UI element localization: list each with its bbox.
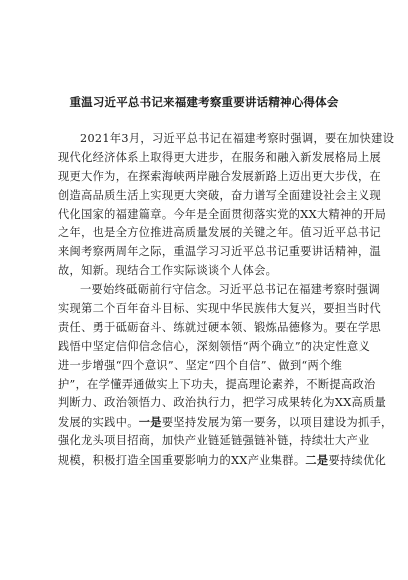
text-line-content: 之年，也是全方位推进高质量发展的关键之年。值习近平总书记: [58, 226, 382, 240]
text-line: [58, 168, 382, 187]
text-line-content: 发展的实践中。: [58, 416, 139, 430]
text-line: [58, 262, 358, 281]
text-line: [58, 281, 380, 300]
text-line-content: 一要始终砥砺前行守信念。习近平总书记在福建考察时强调: [80, 283, 380, 297]
text-line-content: 进一步增强“四个意识”、坚定“四个自信”、做到“两个维: [58, 358, 343, 372]
text-line: [58, 394, 387, 413]
text-line: [58, 206, 387, 225]
text-line-content: 故，知新。现结合工作实际谈谈个人体会。: [58, 264, 278, 278]
text-line: [58, 149, 382, 168]
text-line-content: 现更大作为，在探索海峡两岸融合发展新路上迈出更大步伐，在: [58, 169, 382, 183]
text-line: [58, 376, 376, 395]
text-line-content: 来闽考察两周年之际，重温学习习近平总书记重要讲话精神，温: [58, 245, 382, 259]
text-line-content: 创造高品质生活上实现更大突破，奋力谱写全面建设社会主义现: [58, 188, 382, 202]
bold-marker: 一是: [138, 415, 162, 430]
bold-marker: 二是: [305, 453, 329, 468]
text-line-content: 实现第二个百年奋斗目标、实现中华民族伟大复兴，要担当时代: [58, 302, 382, 316]
text-line: [58, 187, 382, 206]
text-line-content: 责任、勇于砥砺奋斗、练就过硬本领、锻炼品德修为。要在学思: [58, 320, 382, 334]
text-line-content: 代化国家的福建篇章。今年是全面贯彻落实党的XX大精神的开局: [58, 207, 387, 221]
text-line-content: 判断力、政治领悟力、政治执行力，把学习成果转化为XX高质量: [58, 396, 387, 410]
text-line-content: 践悟中坚定信仰信念信心，深刻领悟“两个确立”的决定性意义: [58, 339, 371, 353]
text-line: [58, 338, 371, 357]
text-line: [58, 243, 382, 262]
text-line-tail: 要持续优化: [328, 454, 387, 468]
text-line-content: 现代化经济体系上取得更大进步，在服务和融入新发展格局上展: [58, 150, 382, 164]
text-line: [58, 130, 395, 149]
text-line: [58, 451, 387, 470]
text-line-content: 护”，在学懂弄通做实上下功夫，提高理论素养，不断提高政治: [58, 377, 376, 391]
document-body: [58, 130, 395, 470]
text-line-content: 强化龙头项目招商，加快产业链延链强链补链，持续壮大产业: [58, 434, 370, 448]
text-line: [58, 357, 358, 376]
text-line-tail: 要坚持发展为第一要务，以项目建设为抓手，: [161, 416, 393, 430]
document-title: 重温习近平总书记来福建考察重要讲话精神心得体会: [69, 95, 339, 109]
text-line: [58, 224, 382, 243]
text-line: [58, 300, 382, 319]
text-line: [58, 319, 382, 338]
text-line: [58, 432, 370, 451]
text-line-content: 规模，积极打造全国重要影响力的XX产业集群。: [58, 454, 306, 468]
text-line: [58, 413, 393, 432]
text-line-content: 2021年3月，习近平总书记在福建考察时强调，要在加快建设: [80, 132, 395, 145]
